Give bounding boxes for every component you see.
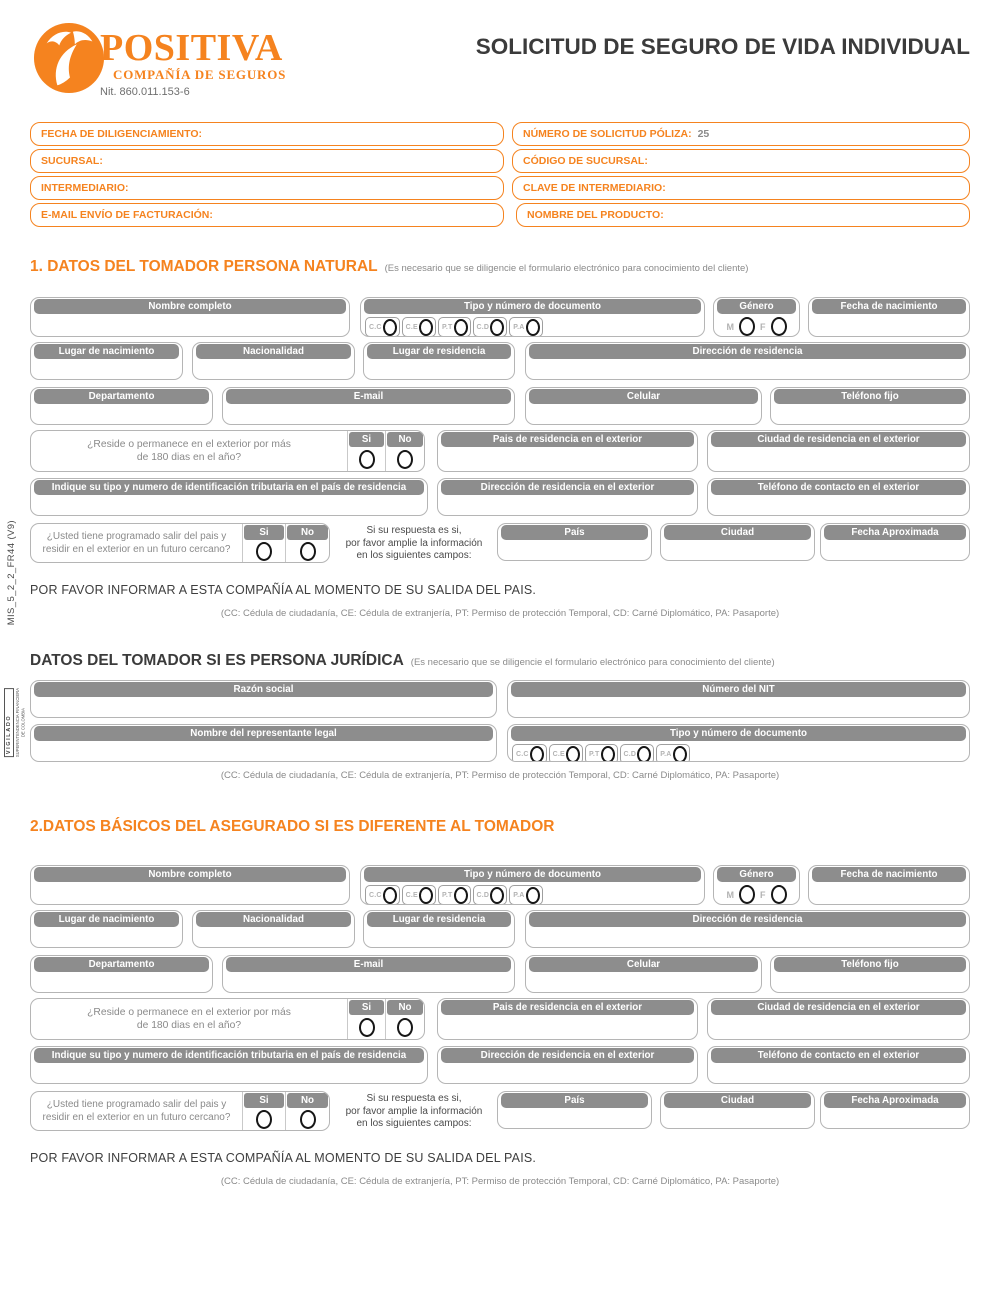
genero-f-radio[interactable] — [771, 317, 787, 336]
doc-type-cd[interactable]: C.D — [620, 744, 655, 762]
lugar-residencia-field[interactable]: Lugar de residencia — [363, 342, 515, 380]
salir-si-option[interactable]: Si — [242, 524, 285, 562]
numero-nit-field[interactable]: Número del NIT — [507, 680, 970, 718]
person-data-fields — [0, 865, 1000, 1205]
ciudad-residencia-exterior-field[interactable]: Ciudad de residencia en el exterior — [707, 430, 970, 472]
departamento-field[interactable]: Departamento — [30, 387, 213, 425]
genero-field[interactable] — [713, 297, 800, 337]
direccion-residencia-exterior-field[interactable]: Dirección de residencia en el exterior — [437, 1046, 698, 1084]
telefono-contacto-exterior-field[interactable]: Teléfono de contacto en el exterior — [707, 478, 970, 516]
nombre-completo-field[interactable] — [30, 297, 350, 337]
sucursal-field[interactable]: SUCURSAL: — [30, 149, 504, 173]
doc-type-cd-radio[interactable] — [490, 887, 504, 904]
fecha-aproximada-field[interactable]: Fecha Aproximada — [820, 523, 970, 561]
pais-residencia-exterior-field[interactable]: Pais de residencia en el exterior — [437, 430, 698, 472]
vigilado-mark — [4, 688, 26, 757]
doc-types-legend: (CC: Cédula de ciudadanía, CE: Cédula de extranjería, PT: Permiso de protección Temporal, CD: Carné Diplomático, PA: Pasaporte) — [220, 608, 780, 619]
doc-type-cc[interactable]: C.C — [365, 885, 400, 905]
informar-salida-text: POR FAVOR INFORMAR A ESTA COMPAÑÍA AL MOMENTO DE SU SALIDA DEL PAIS. — [30, 583, 537, 597]
doc-type-pa-radio[interactable] — [526, 319, 540, 336]
reside-exterior-question — [30, 430, 425, 472]
section-1-tomador-natural — [0, 297, 1000, 637]
salir-no-radio[interactable] — [300, 542, 316, 561]
doc-type-ce[interactable]: C.E — [549, 744, 583, 762]
genero-label: Género — [717, 867, 796, 882]
lugar-nacimiento-field[interactable]: Lugar de nacimiento — [30, 910, 183, 948]
razon-social-field[interactable]: Razón social — [30, 680, 497, 718]
tipo-documento-label: Tipo y número de documento — [364, 867, 701, 882]
salir-si-radio[interactable] — [256, 542, 272, 561]
intermediario-field[interactable]: INTERMEDIARIO: — [30, 176, 504, 200]
nombre-completo-label: Nombre completo — [34, 867, 346, 882]
doc-type-pa[interactable]: P.A — [509, 317, 542, 337]
amplie-informacion-text: Si su respuesta es si, por favor amplie la información en los siguientes campos: — [345, 1093, 483, 1129]
reside-exterior-text: ¿Reside o permanece en el exterior por más de 180 dias en el año? — [87, 1006, 291, 1031]
nombre-completo-label: Nombre completo — [34, 299, 346, 314]
numero-solicitud-poliza-field[interactable]: NÚMERO DE SOLICITUD PÓLIZA: 25 — [512, 122, 970, 146]
doc-type-pa[interactable]: P.A — [656, 744, 689, 762]
celular-field[interactable]: Celular — [525, 387, 762, 425]
juridica-tipo-documento-field[interactable]: Tipo y número de documento C.C C.E P.T C.D P.A — [507, 724, 970, 762]
celular-field[interactable]: Celular — [525, 955, 762, 993]
nombre-completo-field[interactable] — [30, 865, 350, 905]
salir-si-option[interactable]: Si — [242, 1092, 285, 1130]
ciudad-field[interactable]: Ciudad — [660, 1091, 815, 1129]
nacionalidad-field[interactable]: Nacionalidad — [192, 910, 355, 948]
salir-no-option[interactable]: No — [285, 524, 329, 562]
telefono-contacto-exterior-field[interactable]: Teléfono de contacto en el exterior — [707, 1046, 970, 1084]
superintendencia-label: SUPERINTENDENCIA FINANCIERA DE COLOMBIA — [15, 688, 26, 758]
genero-field[interactable] — [713, 865, 800, 905]
reside-si-radio[interactable] — [359, 1018, 375, 1037]
form-code-vertical: MIS_5_2_2_FR44 (V9) — [6, 520, 17, 626]
salir-pais-text: ¿Usted tiene programado salir del pais y residir en el exterior en un futuro cercano? — [42, 531, 231, 555]
reside-exterior-question — [30, 998, 425, 1040]
genero-label: Género — [717, 299, 796, 314]
amplie-informacion-text: Si su respuesta es si, por favor amplie la información en los siguientes campos: — [345, 525, 483, 561]
section-juridica-title: DATOS DEL TOMADOR SI ES PERSONA JURÍDICA (Es necesario que se diligencie el formulario electrónico para conocimiento del cliente) — [30, 652, 775, 669]
doc-type-cd-radio[interactable] — [490, 319, 504, 336]
doc-type-pt-radio[interactable] — [601, 746, 615, 763]
telefono-fijo-field[interactable]: Teléfono fijo — [770, 387, 970, 425]
page-title: SOLICITUD DE SEGURO DE VIDA INDIVIDUAL — [475, 34, 970, 59]
fecha-nacimiento-label: Fecha de nacimiento — [812, 299, 966, 314]
doc-type-ce-radio[interactable] — [419, 887, 433, 904]
brand-name: POSITIVA — [100, 27, 283, 69]
genero-m-radio[interactable] — [739, 885, 755, 904]
reside-si-radio[interactable] — [359, 450, 375, 469]
doc-type-pt[interactable]: P.T — [585, 744, 618, 762]
email-field[interactable]: E-mail — [222, 387, 515, 425]
lugar-nacimiento-field[interactable]: Lugar de nacimiento — [30, 342, 183, 380]
person-data-fields — [0, 297, 1000, 637]
reside-no-radio[interactable] — [397, 450, 413, 469]
doc-type-cd-radio[interactable] — [637, 746, 651, 763]
doc-type-options — [361, 314, 704, 337]
ciudad-residencia-exterior-field[interactable]: Ciudad de residencia en el exterior — [707, 998, 970, 1040]
fecha-nacimiento-field[interactable] — [808, 297, 970, 337]
salir-no-option[interactable]: No — [285, 1092, 329, 1130]
fecha-diligenciamiento-field[interactable]: FECHA DE DILIGENCIAMIENTO: — [30, 122, 504, 146]
identificacion-tributaria-field[interactable]: Indique su tipo y numero de identificación tributaria en el país de residencia — [30, 478, 428, 516]
reside-no-radio[interactable] — [397, 1018, 413, 1037]
salir-pais-question — [30, 523, 330, 563]
doc-type-pt[interactable]: P.T — [438, 885, 471, 905]
doc-types-legend: (CC: Cédula de ciudadanía, CE: Cédula de extranjería, PT: Permiso de protección Temporal, CD: Carné Diplomático, PA: Pasaporte) — [220, 770, 780, 781]
doc-type-ce-radio[interactable] — [419, 319, 433, 336]
salir-si-radio[interactable] — [256, 1110, 272, 1129]
doc-type-cd[interactable]: C.D — [473, 885, 508, 905]
identificacion-tributaria-field[interactable]: Indique su tipo y numero de identificación tributaria en el país de residencia — [30, 1046, 428, 1084]
departamento-field[interactable]: Departamento — [30, 955, 213, 993]
informar-salida-text: POR FAVOR INFORMAR A ESTA COMPAÑÍA AL MOMENTO DE SU SALIDA DEL PAIS. — [30, 1151, 537, 1165]
nacionalidad-field[interactable]: Nacionalidad — [192, 342, 355, 380]
doc-type-cc[interactable]: C.C — [512, 744, 547, 762]
doc-type-ce-radio[interactable] — [566, 746, 580, 763]
reside-exterior-text: ¿Reside o permanece en el exterior por más de 180 dias en el año? — [87, 438, 291, 463]
direccion-residencia-exterior-field[interactable]: Dirección de residencia en el exterior — [437, 478, 698, 516]
reside-no-option[interactable]: No — [385, 999, 424, 1039]
genero-options: M F — [714, 882, 799, 904]
nombre-producto-field[interactable]: NOMBRE DEL PRODUCTO: — [516, 203, 970, 227]
brand-nit: Nit. 860.011.153-6 — [100, 86, 190, 98]
direccion-residencia-field[interactable]: Dirección de residencia — [525, 342, 970, 380]
doc-type-cc-radio[interactable] — [383, 887, 397, 904]
doc-type-pa-radio[interactable] — [673, 746, 687, 763]
doc-type-pt[interactable]: P.T — [438, 317, 471, 337]
reside-si-option[interactable]: Si — [347, 999, 385, 1039]
doc-type-pt-radio[interactable] — [454, 887, 468, 904]
reside-si-option[interactable]: Si — [347, 431, 385, 471]
doc-type-pa[interactable]: P.A — [509, 885, 542, 905]
positiva-logo-icon — [33, 22, 105, 94]
doc-type-options — [361, 882, 704, 905]
doc-type-cc-radio[interactable] — [530, 746, 544, 763]
doc-type-cc-radio[interactable] — [383, 319, 397, 336]
genero-f-radio[interactable] — [771, 885, 787, 904]
doc-type-ce[interactable]: C.E — [402, 885, 436, 905]
section-2-title: 2.DATOS BÁSICOS DEL ASEGURADO SI ES DIFERENTE AL TOMADOR — [30, 818, 555, 835]
doc-type-pa-radio[interactable] — [526, 887, 540, 904]
brand-tagline: COMPAÑÍA DE SEGUROS — [113, 67, 287, 82]
section-2-asegurado — [0, 865, 1000, 1205]
fecha-aproximada-field[interactable]: Fecha Aproximada — [820, 1091, 970, 1129]
doc-type-cc[interactable]: C.C — [365, 317, 400, 337]
tipo-documento-field[interactable] — [360, 865, 705, 905]
juridica-doc-type-options — [508, 741, 969, 762]
genero-options: M F — [714, 314, 799, 336]
direccion-residencia-field[interactable]: Dirección de residencia — [525, 910, 970, 948]
email-field[interactable]: E-mail — [222, 955, 515, 993]
doc-type-pt-radio[interactable] — [454, 319, 468, 336]
pais-field[interactable]: País — [497, 523, 652, 561]
genero-m-radio[interactable] — [739, 317, 755, 336]
positiva-logo — [33, 22, 105, 99]
doc-types-legend: (CC: Cédula de ciudadanía, CE: Cédula de extranjería, PT: Permiso de protección Temporal, CD: Carné Diplomático, PA: Pasaporte) — [220, 1176, 780, 1187]
pais-residencia-exterior-field[interactable]: Pais de residencia en el exterior — [437, 998, 698, 1040]
vigilado-label: VIGILADO — [4, 688, 14, 757]
lugar-residencia-field[interactable]: Lugar de residencia — [363, 910, 515, 948]
pais-field[interactable]: País — [497, 1091, 652, 1129]
codigo-sucursal-field[interactable]: CÓDIGO DE SUCURSAL: — [512, 149, 970, 173]
doc-type-cd[interactable]: C.D — [473, 317, 508, 337]
clave-intermediario-field[interactable]: CLAVE DE INTERMEDIARIO: — [512, 176, 970, 200]
doc-type-ce[interactable]: C.E — [402, 317, 436, 337]
email-facturacion-field[interactable]: E-MAIL ENVÍO DE FACTURACIÓN: — [30, 203, 504, 227]
telefono-fijo-field[interactable]: Teléfono fijo — [770, 955, 970, 993]
salir-pais-question — [30, 1091, 330, 1131]
salir-no-radio[interactable] — [300, 1110, 316, 1129]
ciudad-field[interactable]: Ciudad — [660, 523, 815, 561]
numero-solicitud-value: 25 — [697, 128, 710, 140]
tipo-documento-field[interactable] — [360, 297, 705, 337]
reside-no-option[interactable]: No — [385, 431, 424, 471]
salir-pais-text: ¿Usted tiene programado salir del pais y residir en el exterior en un futuro cercano? — [42, 1099, 231, 1123]
tipo-documento-label: Tipo y número de documento — [364, 299, 701, 314]
representante-legal-field[interactable]: Nombre del representante legal — [30, 724, 497, 762]
section-1-title: 1. DATOS DEL TOMADOR PERSONA NATURAL (Es necesario que se diligencie el formulario electrónico para conocimiento del cliente) — [30, 258, 749, 275]
fecha-nacimiento-field[interactable] — [808, 865, 970, 905]
fecha-nacimiento-label: Fecha de nacimiento — [812, 867, 966, 882]
